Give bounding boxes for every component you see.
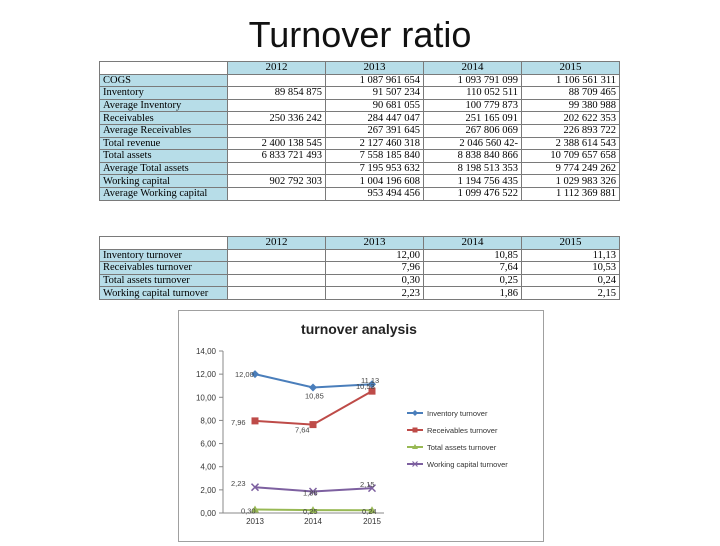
data-label: 0,25	[303, 507, 318, 517]
table-cell: 7,64	[424, 262, 522, 275]
year-header: 2015	[522, 62, 620, 75]
row-label: Average Receivables	[100, 124, 228, 137]
table-cell: 202 622 353	[522, 112, 620, 125]
table-row	[100, 137, 620, 150]
table-cell: 7,96	[326, 262, 424, 275]
table-cell: 1 087 961 654	[326, 74, 424, 87]
table-cell: 12,00	[326, 249, 424, 262]
table-cell: 1 106 561 311	[522, 74, 620, 87]
row-label: Working capital turnover	[100, 287, 228, 300]
row-label: Receivables turnover	[100, 262, 228, 275]
data-label: 2,15	[360, 480, 375, 490]
table-row	[100, 99, 620, 112]
table-cell	[228, 262, 326, 275]
financial-data-table	[99, 61, 620, 201]
year-header: 2013	[326, 62, 424, 75]
x-tick-label: 2015	[363, 517, 381, 526]
table-cell: 88 709 465	[522, 87, 620, 100]
table-cell: 902 792 303	[228, 175, 326, 188]
header-corner	[100, 62, 228, 75]
turnover-ratio-table	[99, 236, 620, 300]
table-cell: 10 709 657 658	[522, 150, 620, 163]
table-cell: 284 447 047	[326, 112, 424, 125]
y-tick-label: 0,00	[200, 509, 216, 518]
legend-label: Total assets turnover	[427, 443, 497, 452]
table-cell: 267 806 069	[424, 124, 522, 137]
row-label: Total assets	[100, 150, 228, 163]
table-cell	[228, 249, 326, 262]
year-header: 2015	[522, 237, 620, 250]
data-label: 7,64	[295, 425, 310, 435]
table-cell: 91 507 234	[326, 87, 424, 100]
table-row	[100, 274, 620, 287]
table-cell: 8 838 840 866	[424, 150, 522, 163]
row-label: Average Inventory	[100, 99, 228, 112]
table-cell: 267 391 645	[326, 124, 424, 137]
row-label: Total revenue	[100, 137, 228, 150]
data-label: 12,00	[235, 370, 254, 380]
y-tick-label: 2,00	[200, 485, 216, 495]
table-cell	[228, 187, 326, 200]
table-cell: 0,24	[522, 274, 620, 287]
table-cell: 10,53	[522, 262, 620, 275]
financial-table-header-row	[100, 62, 620, 75]
table-cell: 99 380 988	[522, 99, 620, 112]
table-row	[100, 87, 620, 100]
legend-label: Receivables turnover	[427, 426, 498, 435]
table-cell: 2,15	[522, 287, 620, 300]
table-cell: 1 194 756 435	[424, 175, 522, 188]
table-row	[100, 74, 620, 87]
table-cell: 250 336 242	[228, 112, 326, 125]
table-row	[100, 287, 620, 300]
year-header: 2013	[326, 237, 424, 250]
y-tick-label: 12,00	[195, 370, 216, 380]
row-label: Working capital	[100, 175, 228, 188]
x-tick-label: 2014	[304, 517, 322, 526]
table-row	[100, 262, 620, 275]
legend-marker	[413, 428, 418, 433]
x-tick-label: 2013	[246, 517, 264, 526]
table-row	[100, 124, 620, 137]
table-cell: 10,85	[424, 249, 522, 262]
y-tick-label: 10,00	[195, 393, 216, 403]
turnover-chart-svg	[179, 311, 543, 541]
data-point-square	[310, 421, 317, 428]
table-cell: 100 779 873	[424, 99, 522, 112]
row-label: COGS	[100, 74, 228, 87]
table-cell: 7 558 185 840	[326, 150, 424, 163]
table-cell: 8 198 513 353	[424, 162, 522, 175]
data-label: 1,86	[303, 488, 318, 498]
table-row	[100, 112, 620, 125]
table-cell: 2 400 138 545	[228, 137, 326, 150]
table-cell	[228, 274, 326, 287]
table-cell	[228, 287, 326, 300]
row-label: Total assets turnover	[100, 274, 228, 287]
data-point-square	[252, 417, 259, 424]
table-cell: 110 052 511	[424, 87, 522, 100]
table-cell: 2,23	[326, 287, 424, 300]
table-cell: 1 004 196 608	[326, 175, 424, 188]
legend-marker	[412, 410, 418, 416]
data-point-diamond	[309, 383, 317, 391]
table-cell: 2 127 460 318	[326, 137, 424, 150]
data-label: 7,96	[231, 417, 246, 427]
slide-title: Turnover ratio	[248, 14, 472, 55]
row-label: Inventory turnover	[100, 249, 228, 262]
table-cell: 2 388 614 543	[522, 137, 620, 150]
table-cell	[228, 99, 326, 112]
row-label: Receivables	[100, 112, 228, 125]
table-row	[100, 175, 620, 188]
table-cell	[228, 124, 326, 137]
table-cell: 6 833 721 493	[228, 150, 326, 163]
year-header: 2012	[228, 62, 326, 75]
data-label: 0,24	[362, 507, 377, 517]
table-row	[100, 187, 620, 200]
year-header: 2014	[424, 62, 522, 75]
table-cell: 226 893 722	[522, 124, 620, 137]
table-cell: 7 195 953 632	[326, 162, 424, 175]
table-cell: 11,13	[522, 249, 620, 262]
data-label: 10,53	[356, 382, 375, 392]
table-cell: 2 046 560 42-	[424, 137, 522, 150]
table-cell: 1 099 476 522	[424, 187, 522, 200]
y-tick-label: 14,00	[195, 347, 216, 356]
row-label: Inventory	[100, 87, 228, 100]
data-label: 0,30	[241, 506, 256, 516]
table-cell: 953 494 456	[326, 187, 424, 200]
table-row	[100, 249, 620, 262]
table-cell	[228, 74, 326, 87]
chart-title: turnover analysis	[301, 321, 417, 337]
year-header: 2014	[424, 237, 522, 250]
table-cell: 9 774 249 262	[522, 162, 620, 175]
table-cell: 251 165 091	[424, 112, 522, 125]
y-tick-label: 4,00	[200, 462, 216, 472]
table-cell: 1 112 369 881	[522, 187, 620, 200]
table-row	[100, 150, 620, 163]
table-cell: 1 093 791 099	[424, 74, 522, 87]
table-cell: 90 681 055	[326, 99, 424, 112]
table-cell: 0,25	[424, 274, 522, 287]
legend-label: Inventory turnover	[427, 409, 488, 418]
table-cell	[228, 162, 326, 175]
table-cell: 0,30	[326, 274, 424, 287]
row-label: Average Total assets	[100, 162, 228, 175]
table-cell: 1,86	[424, 287, 522, 300]
turnover-chart	[178, 310, 544, 542]
y-tick-label: 6,00	[200, 439, 216, 449]
legend-label: Working capital turnover	[427, 460, 508, 469]
y-tick-label: 8,00	[200, 416, 216, 426]
data-label: 10,85	[305, 391, 324, 401]
data-label: 11,13	[361, 376, 380, 386]
data-label: 2,23	[231, 479, 246, 489]
table-cell: 1 029 983 326	[522, 175, 620, 188]
year-header: 2012	[228, 237, 326, 250]
header-corner	[100, 237, 228, 250]
table-row	[100, 162, 620, 175]
table-cell: 89 854 875	[228, 87, 326, 100]
turnover-table-header-row	[100, 237, 620, 250]
row-label: Average Working capital	[100, 187, 228, 200]
